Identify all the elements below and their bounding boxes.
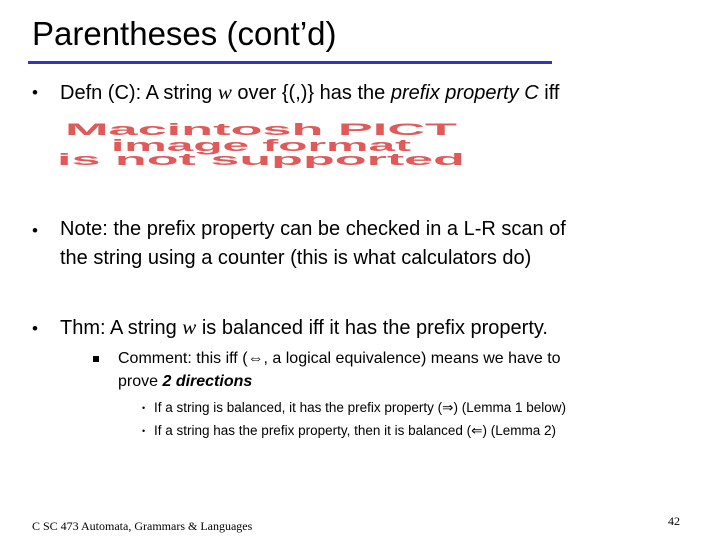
- pict-line-1: Macintosh PICT: [65, 120, 459, 139]
- bullet-icon: •: [32, 319, 38, 338]
- pict-placeholder-image: [56, 120, 466, 168]
- defn-iff: iff: [538, 82, 560, 104]
- page-number: 42: [668, 514, 680, 528]
- comment-line-1: Comment: this iff (⇔, a logical equivalence) means we have to: [118, 350, 561, 367]
- defn-w: w: [217, 80, 232, 104]
- comment-line-2: [118, 370, 252, 393]
- square-bullet-icon: [93, 356, 99, 362]
- thm-w: w: [182, 315, 197, 339]
- defn-over: over {(,)} has the: [231, 82, 391, 104]
- small-bullet-icon: •: [142, 403, 146, 413]
- defn-prefix: Defn (C): A string: [60, 82, 218, 104]
- note-line-1: Note: the prefix property can be checked in a L-R scan of: [60, 218, 566, 240]
- bullet-icon: •: [32, 221, 38, 240]
- sub-bullet-lemma-1: If a string is balanced, it has the prefix property (⇒) (Lemma 1 below): [154, 400, 566, 415]
- footer-course: C SC 473 Automata, Grammars & Languages: [32, 519, 253, 533]
- page-title: Parentheses (cont’d): [32, 15, 337, 52]
- sub-bullet-lemma-2: If a string has the prefix property, then it is balanced (⇐) (Lemma 2): [154, 423, 556, 438]
- thm-text: [60, 313, 548, 343]
- pict-line-3: is not supported: [57, 150, 465, 168]
- thm-prefix: Thm: A string: [60, 317, 183, 339]
- comment-two-directions: 2 directions: [162, 373, 253, 390]
- thm-rest: is balanced iff it has the prefix property.: [196, 317, 548, 339]
- note-line-2: the string using a counter (this is what calculators do): [60, 247, 532, 269]
- comment-prove: prove: [118, 373, 163, 390]
- defn-prefix-property: prefix property C: [390, 82, 539, 104]
- defn-text: [60, 78, 559, 108]
- title-underline: [28, 61, 552, 64]
- pict-line-2: image format: [111, 136, 412, 155]
- small-bullet-icon: •: [142, 426, 146, 436]
- bullet-icon: •: [32, 83, 38, 102]
